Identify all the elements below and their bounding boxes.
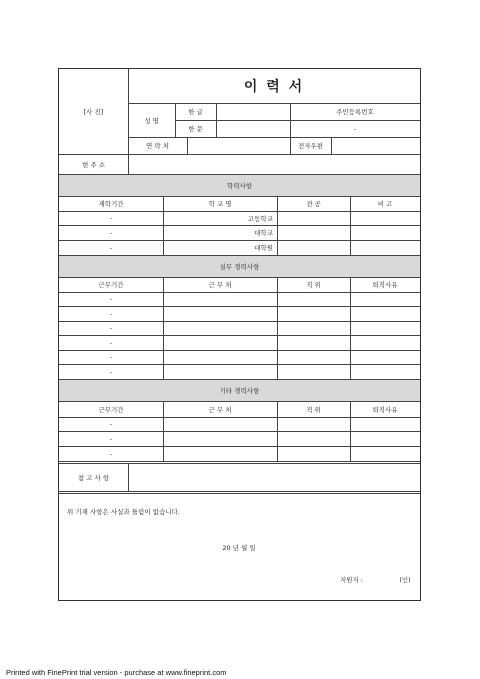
work-row-period[interactable]: - [109,295,113,303]
work-row-period[interactable]: - [109,324,113,332]
resume-form [58,68,421,601]
date-line: 20 년 월 일 [222,543,256,552]
work-row-period[interactable]: - [109,309,113,318]
hanja-label: 한 문 [188,125,203,133]
email-label: 전자우편 [297,142,324,150]
name-label: 성 명 [144,116,159,125]
work-section-title: 실무 경력사항 [219,262,260,271]
other-section-title: 기타 경력사항 [219,386,260,395]
hangul-name-field[interactable] [216,103,290,120]
resident-no-label: 주민등록번호 [336,108,374,116]
work-header-position: 직 위 [306,281,321,289]
photo-placeholder: [사 진] [83,108,104,116]
hangul-label: 한 글 [188,108,203,116]
other-header-position: 직 위 [306,405,321,414]
hanja-name-field[interactable] [216,120,290,137]
education-header-school: 학 교 명 [208,200,232,208]
other-row-period[interactable]: - [109,434,113,443]
education-row-period[interactable]: - [109,228,113,237]
education-row-school[interactable]: 고등학교 [247,214,273,223]
other-header-reason: 퇴직사유 [372,405,398,414]
resume-title: 이 력 서 [243,79,305,95]
contact-field[interactable] [187,137,290,154]
work-header-employer: 근 무 처 [208,281,232,289]
other-header-period: 근무기간 [98,405,124,414]
education-row-period[interactable]: - [109,214,113,222]
footer-watermark: Printed with FinePrint trial version - purchase at www.fineprint.com [6,668,227,677]
notes-field[interactable] [128,463,420,491]
work-row-period[interactable]: - [109,338,113,347]
education-section-title: 학력사항 [226,182,253,190]
work-row-period[interactable]: - [109,367,113,376]
declaration-text: 위 기재 사항은 사실과 틀림이 없습니다. [67,507,180,516]
other-row-period[interactable]: - [109,420,113,428]
address-label: 현 주 소 [82,160,105,169]
education-row-period[interactable]: - [109,243,113,252]
education-row-school[interactable]: 대학교 [254,229,273,237]
education-row-school[interactable]: 대학원 [254,244,273,252]
address-field[interactable] [128,154,420,174]
resident-no-field[interactable]: - [353,124,357,133]
notes-label: 참 고 사 항 [77,473,110,482]
other-header-employer: 근 무 처 [208,405,232,414]
work-header-period: 근무기간 [98,281,124,289]
contact-label: 연 락 처 [146,142,169,150]
email-field[interactable] [331,137,420,154]
education-header-major: 전 공 [306,200,321,208]
other-row-period[interactable]: - [109,449,113,458]
seal-label: (인) [399,575,411,584]
applicant-label: 지원자 : [339,575,363,584]
education-header-notes: 비 고 [377,200,393,208]
work-row-period[interactable]: - [109,353,113,361]
work-header-reason: 퇴직사유 [372,281,398,289]
education-header-period: 재학기간 [98,200,124,208]
